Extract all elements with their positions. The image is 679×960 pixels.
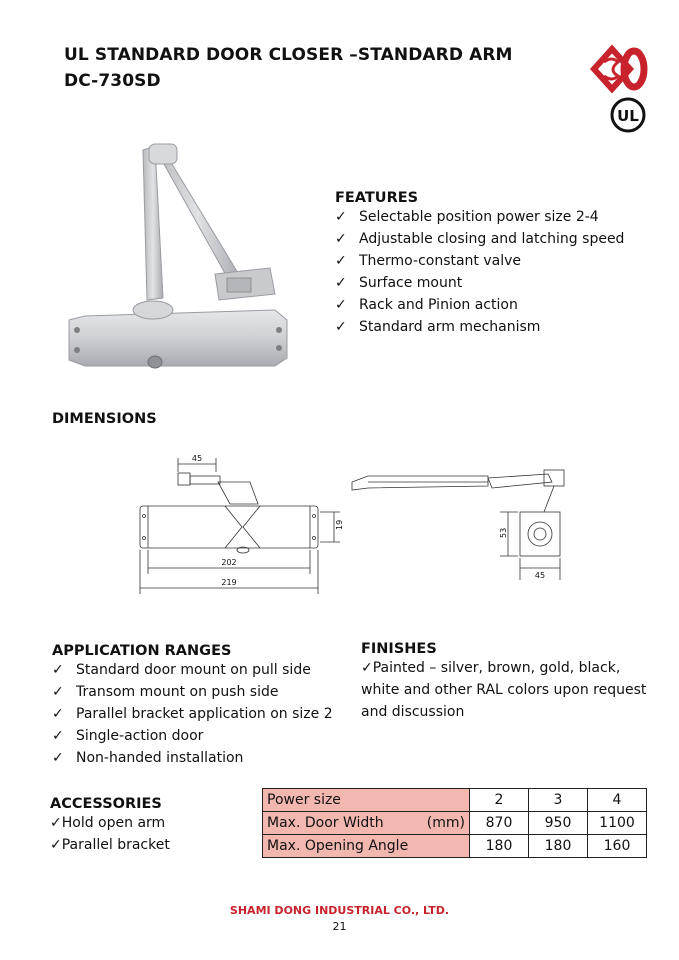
list-item: ✓ Standard arm mechanism <box>335 316 624 338</box>
table-row <box>263 812 647 835</box>
table-unit: (mm) <box>426 815 465 831</box>
accessories-list <box>50 812 170 856</box>
check-icon: ✓ <box>335 297 347 313</box>
table-cell: 1100 <box>588 812 647 835</box>
table-cell: 2 <box>470 789 529 812</box>
check-icon: ✓ <box>335 319 347 335</box>
brand-logo <box>590 44 650 94</box>
dim-45-side: 45 <box>534 571 546 580</box>
dim-45-top: 45 <box>191 454 203 463</box>
table-cell: 870 <box>470 812 529 835</box>
front-view-drawing <box>130 448 350 598</box>
side-view-drawing <box>348 462 573 587</box>
accessories-title: ACCESSORIES <box>50 796 162 812</box>
table-label: Power size <box>263 789 470 812</box>
list-item: ✓ Standard door mount on pull side <box>52 659 333 681</box>
accessories-section <box>50 796 170 856</box>
table-cell: 4 <box>588 789 647 812</box>
table-cell: 180 <box>529 835 588 858</box>
ul-mark <box>609 96 647 134</box>
check-icon: ✓ <box>52 662 64 678</box>
finishes-text: ✓Painted – silver, brown, gold, black, white and other RAL colors upon request and discussion <box>361 660 647 720</box>
dim-53: 53 <box>499 527 508 538</box>
ul-mark-text: UL <box>617 107 639 125</box>
check-icon: ✓ <box>52 750 64 766</box>
check-icon: ✓ <box>335 231 347 247</box>
dim-219: 219 <box>221 578 237 587</box>
list-item: ✓ Thermo-constant valve <box>335 250 624 272</box>
table-label: Max. Door Width (mm) <box>263 812 470 835</box>
list-item: ✓ Selectable position power size 2-4 <box>335 206 624 228</box>
application-section <box>52 643 333 769</box>
check-icon: ✓ <box>52 728 64 744</box>
table-cell: 180 <box>470 835 529 858</box>
table-cell: 3 <box>529 789 588 812</box>
table-row <box>263 835 647 858</box>
dim-202: 202 <box>221 558 237 567</box>
list-item: ✓ Parallel bracket application on size 2 <box>52 703 333 725</box>
list-item: ✓ Single-action door <box>52 725 333 747</box>
spec-table <box>262 788 647 858</box>
check-icon: ✓ <box>335 209 347 225</box>
finishes-section <box>361 641 651 723</box>
finishes-title: FINISHES <box>361 641 437 657</box>
features-section <box>335 190 624 338</box>
list-item: ✓ Non-handed installation <box>52 747 333 769</box>
list-item: ✓ Hold open arm <box>50 812 170 834</box>
table-cell: 950 <box>529 812 588 835</box>
check-icon: ✓ <box>50 815 62 831</box>
dimensions-title: DIMENSIONS <box>52 411 157 427</box>
check-icon: ✓ <box>335 253 347 269</box>
list-item: ✓ Rack and Pinion action <box>335 294 624 316</box>
dim-19: 19 <box>335 519 344 530</box>
table-row <box>263 789 647 812</box>
table-label: Max. Opening Angle <box>263 835 470 858</box>
title-line-1: UL STANDARD DOOR CLOSER –STANDARD ARM <box>64 45 513 65</box>
check-icon: ✓ <box>335 275 347 291</box>
application-list <box>52 659 333 769</box>
title-line-2: DC-730SD <box>64 71 161 91</box>
list-item: ✓ Transom mount on push side <box>52 681 333 703</box>
check-icon: ✓ <box>52 706 64 722</box>
features-list <box>335 206 624 338</box>
footer-company: SHAMI DONG INDUSTRIAL CO., LTD. <box>229 904 450 917</box>
features-title: FEATURES <box>335 190 419 206</box>
check-icon: ✓ <box>361 660 373 676</box>
check-icon: ✓ <box>50 837 62 853</box>
application-title: APPLICATION RANGES <box>52 643 232 659</box>
page-number: 21 <box>332 920 347 933</box>
list-item: ✓ Surface mount <box>335 272 624 294</box>
list-item: ✓ Parallel bracket <box>50 834 170 856</box>
check-icon: ✓ <box>52 684 64 700</box>
page-title <box>64 42 513 94</box>
list-item: ✓ Adjustable closing and latching speed <box>335 228 624 250</box>
product-photo <box>55 138 295 378</box>
table-cell: 160 <box>588 835 647 858</box>
